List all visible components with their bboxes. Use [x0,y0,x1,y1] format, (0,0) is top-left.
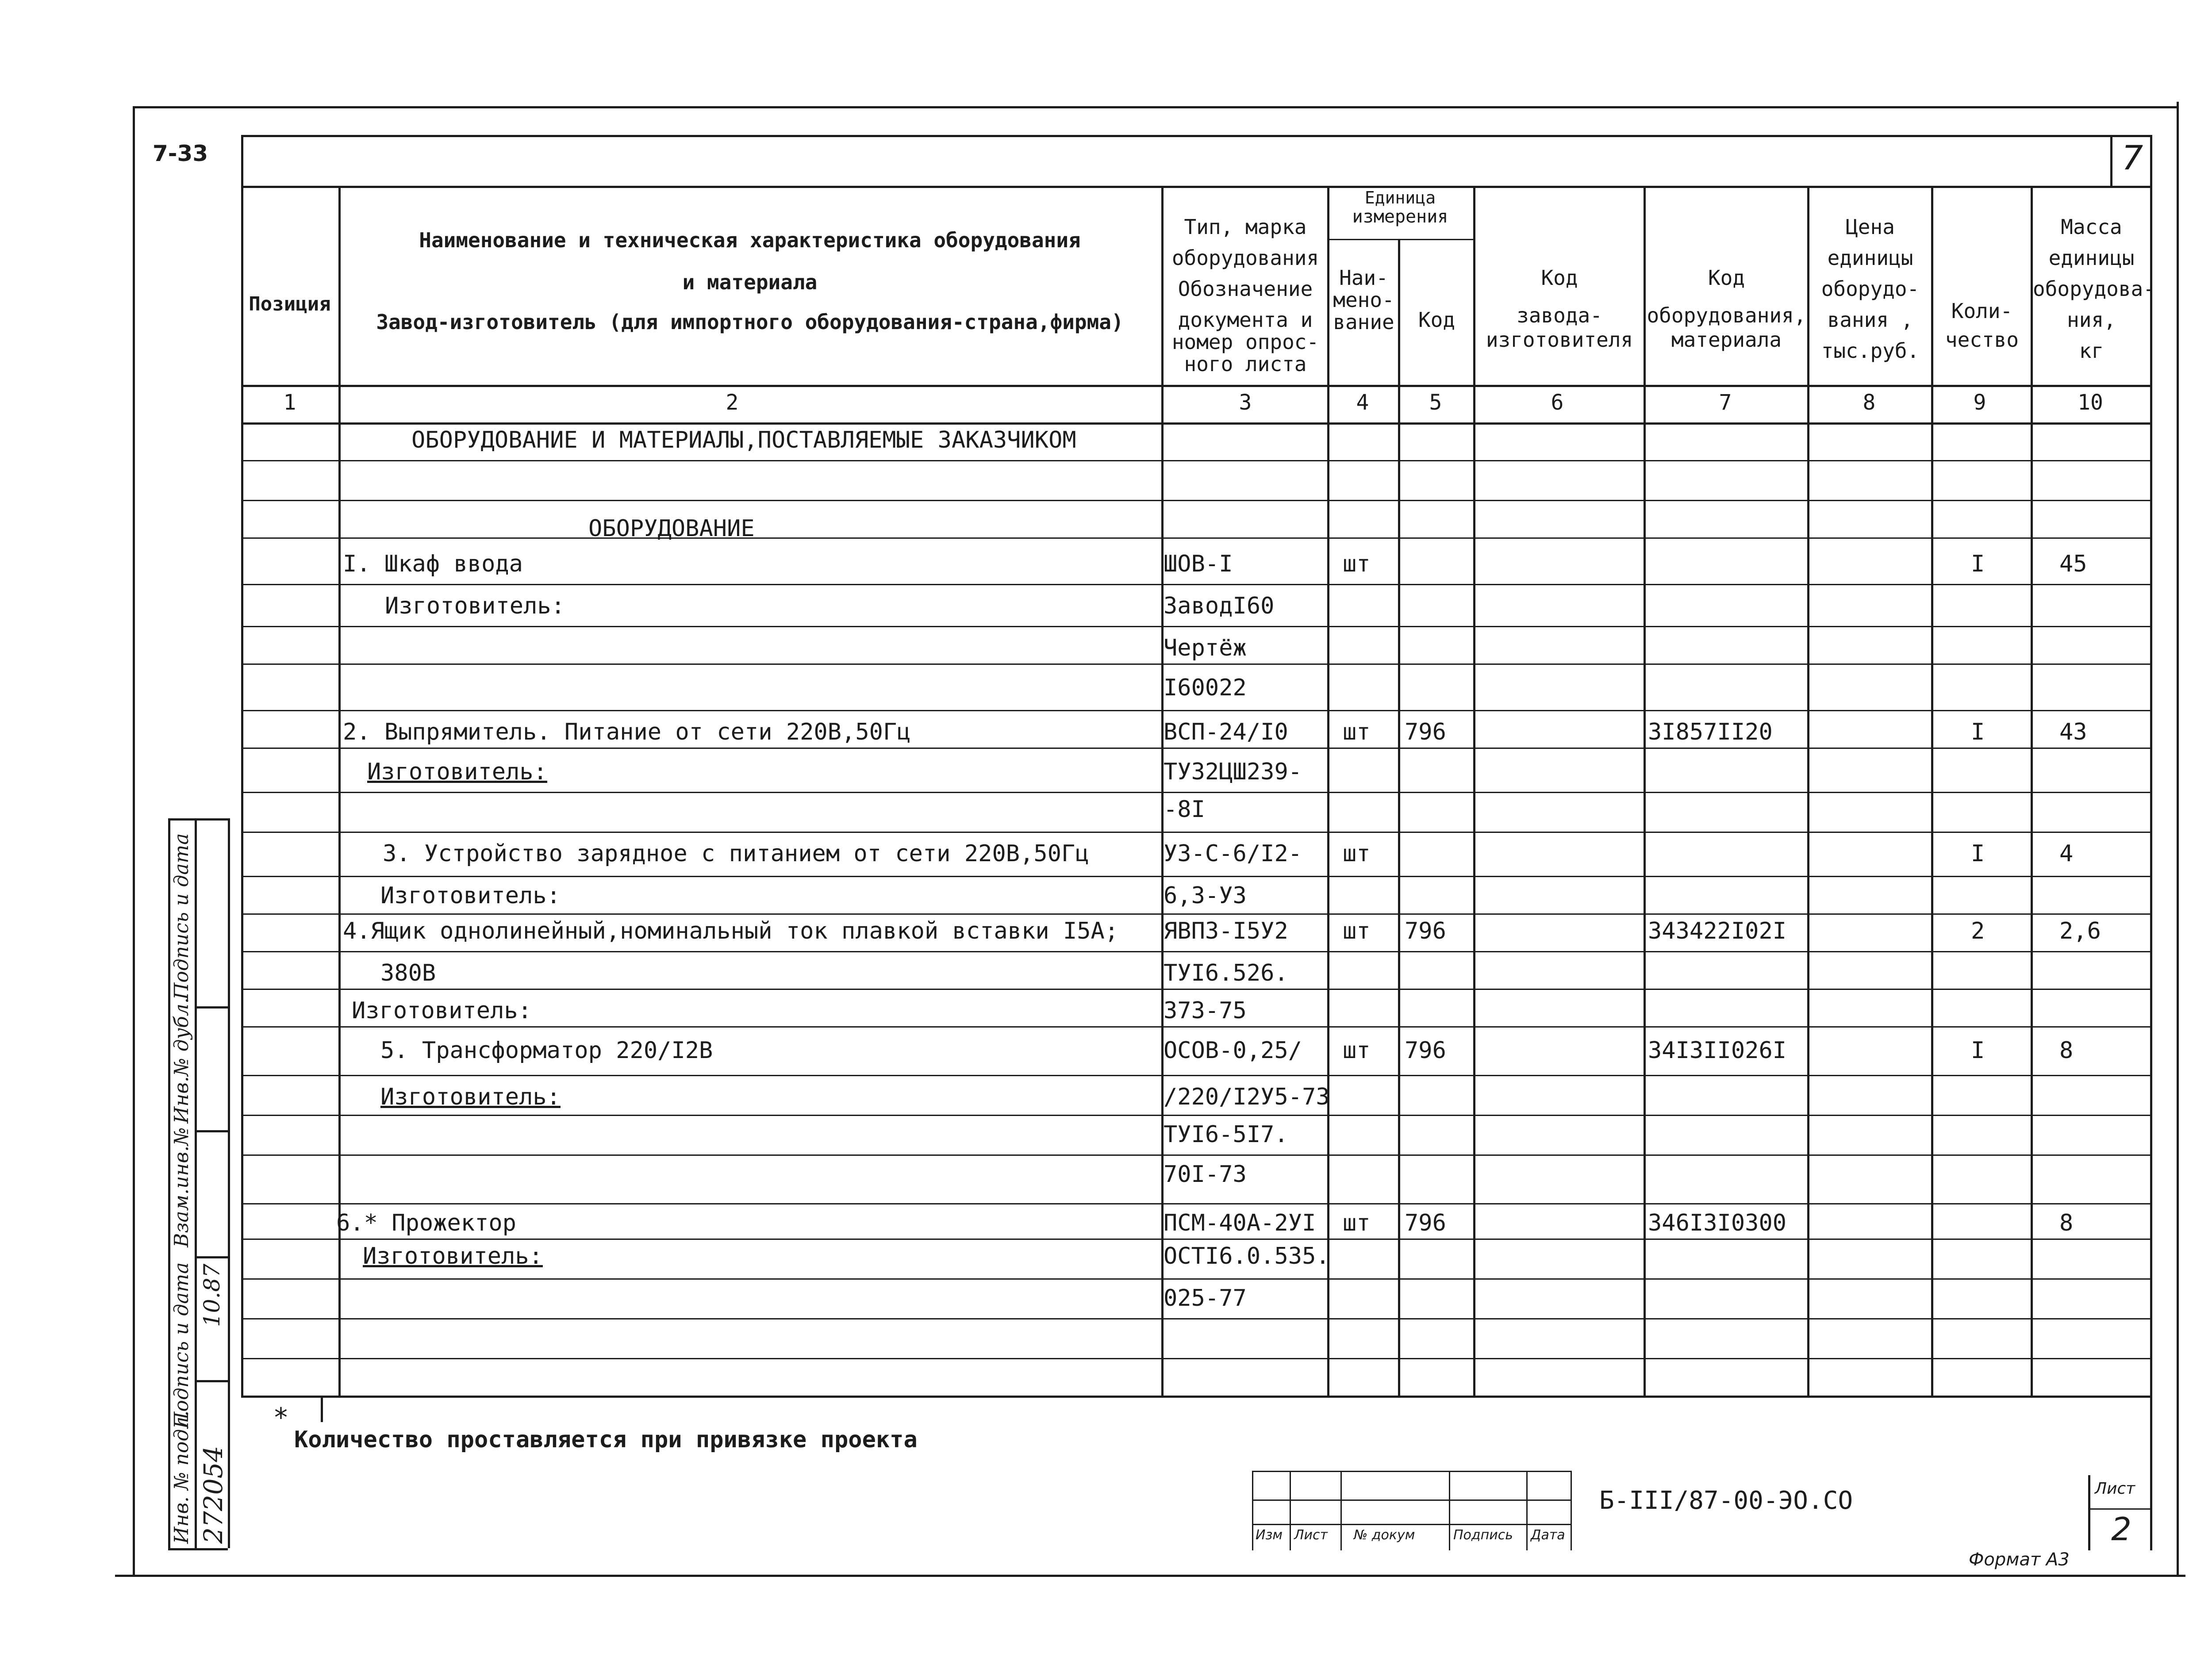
table-top [241,135,2152,137]
row-unit: шт [1343,719,1371,745]
stamp-label-date: Дата [1531,1527,1565,1543]
row-line [241,500,2152,501]
table-left [241,135,243,1396]
stamp-label-list: Лист [1294,1527,1328,1543]
header-price-2: единицы [1827,246,1913,270]
row-type: ЯВПЗ-I5У2 [1164,918,1288,944]
row-equip-code: 3I857II20 [1648,719,1773,745]
header-name-3: Завод-изготовитель (для импортного оборудования-страна,фирма) [376,310,1124,334]
header-maker-code-1: Код [1541,266,1578,290]
row-unit: шт [1343,1037,1371,1064]
row-name: Изготовитель: [385,593,565,619]
row-mass: 45 [2059,551,2087,577]
side-label-inv: Инв. № подл. [170,1410,193,1544]
row-line [241,1278,2152,1280]
row-name: 380В [380,960,436,986]
header-bottom [241,385,2152,387]
row-type: 6,3-У3 [1164,882,1247,909]
row-mass: 8 [2059,1037,2074,1064]
row-line [241,626,2152,627]
colnum-1: 1 [283,390,296,415]
colnum-6: 6 [1551,390,1564,415]
side-label-sign-1: Подпись и дата [170,1262,193,1429]
row-line [241,1115,2152,1116]
row-unit: шт [1343,840,1371,867]
side-label-sign-2: Подпись и дата [170,833,193,1000]
row-code: 796 [1405,719,1446,745]
row-mass: 4 [2059,840,2074,867]
row-name: Изготовитель: [367,759,547,785]
stamp-label-docnum: № докум [1354,1527,1415,1543]
row-name: 2. Выпрямитель. Питание от сети 220В,50Гц [343,719,911,745]
header-equip-code-2: оборудования, [1647,303,1806,327]
body-bottom-left [321,1396,323,1422]
side-date: 10.87 [199,1263,225,1327]
row-line [241,710,2152,711]
row-unit: шт [1343,918,1371,944]
table-top2 [241,186,2152,188]
row-line [241,1318,2152,1319]
header-price-3: оборудо- [1821,277,1920,301]
side-label-replace: Взам.инв.№ [170,1127,193,1247]
colnum-7: 7 [1719,390,1732,415]
row-name: I. Шкаф ввода [343,551,523,577]
row-name: Изготовитель: [380,882,561,909]
row-type: ЗаводI60 [1164,593,1275,619]
col-line-4 [1398,239,1400,1398]
row-type: 373-75 [1164,997,1247,1024]
colnum-bottom [241,422,2152,425]
header-type-3: Обозначение [1178,277,1313,301]
colnum-10: 10 [2078,390,2103,415]
row-line [241,1075,2152,1076]
row-name: Изготовитель: [380,1084,561,1110]
colnum-8: 8 [1863,390,1876,415]
row-name: 4.Ящик однолинейный,номинальный ток плавкой вставки I5А; [343,918,1119,944]
header-maker-code-3: изготовителя [1486,328,1633,352]
frame-bottom [115,1575,2185,1577]
row-mass: 8 [2059,1210,2074,1236]
header-unit-group-2: измерения [1352,207,1448,227]
header-maker-code-2: завода- [1517,303,1602,327]
unit-group-line [1327,239,1473,240]
header-qty-1: Коли- [1951,299,2013,323]
row-name: 6.* Прожектор [336,1210,516,1236]
row-type: ШОВ-I [1164,551,1233,577]
row-name: Изготовитель: [363,1243,543,1269]
colnum-9: 9 [1973,390,1986,415]
page-box-left [2110,135,2112,186]
row-equip-code: 346I3I0300 [1648,1210,1787,1236]
row-equip-code: 34I3II026I [1648,1037,1787,1064]
row-code: 796 [1405,1037,1446,1064]
page-number-top: 7 [2121,138,2143,177]
header-mass-2: единицы [2048,246,2135,270]
colnum-3: 3 [1239,390,1252,415]
row-code: 796 [1405,1210,1446,1236]
row-type: ТУI6-5I7. [1164,1121,1288,1148]
header-unit-name-3: вание [1333,310,1394,334]
row-unit: шт [1343,551,1371,577]
row-line [241,460,2152,461]
header-mass-3: оборудова- [2033,277,2155,301]
sheet-code: 7-33 [153,141,208,166]
row-line [241,537,2152,539]
row-type: УЗ-С-6/I2- [1164,840,1302,867]
header-unit-name-1: Наи- [1339,266,1388,290]
header-qty-2: чество [1945,328,2019,352]
row-name: ОБОРУДОВАНИЕ И МАТЕРИАЛЫ,ПОСТАВЛЯЕМЫЕ ЗАКАЗЧИКОМ [411,427,1076,453]
row-type: ТУ32ЦШ239- [1164,759,1302,785]
header-type-6: ного листа [1184,352,1307,376]
header-mass-4: ния, [2067,308,2116,332]
header-unit-group-1: Единица [1364,188,1436,207]
header-unit-name-2: мено- [1333,288,1394,312]
header-type-1: Тип, марка [1184,215,1307,239]
row-type: I60022 [1164,675,1247,701]
row-type: 025-77 [1164,1285,1247,1312]
row-equip-code: 343422I02I [1648,918,1787,944]
row-line [241,1026,2152,1028]
stamp-label-signature: Подпись [1453,1527,1513,1543]
row-type: 70I-73 [1164,1161,1247,1188]
stamp-doc-code: Б-III/87-00-ЭО.СО [1599,1486,1853,1515]
row-line [241,1358,2152,1359]
row-qty: I [1971,840,1985,867]
row-qty: 2 [1971,918,1985,944]
row-line [241,913,2152,915]
row-unit: шт [1343,1210,1371,1236]
row-mass: 2,6 [2059,918,2101,944]
row-line [241,584,2152,585]
body-bottom [241,1396,2152,1398]
colnum-4: 4 [1356,390,1369,415]
stamp-sheet-label: Лист [2095,1480,2135,1498]
stamp-label-izm: Изм [1256,1527,1283,1543]
frame-right [2177,102,2179,1575]
header-name-2: и материала [682,270,818,294]
footnote-mark: * [274,1402,288,1433]
colnum-5: 5 [1429,390,1442,415]
row-line [241,748,2152,749]
header-type-5: номер опрос- [1171,330,1319,354]
frame-top [133,106,2177,108]
row-type: ОСТI6.0.535. [1164,1243,1330,1269]
row-qty: I [1971,551,1985,577]
row-name: Изготовитель: [352,997,532,1024]
header-equip-code-1: Код [1708,266,1745,290]
row-line [241,876,2152,877]
row-type: ТУI6.526. [1164,960,1288,986]
header-unit-code: Код [1418,308,1455,332]
row-line [241,1203,2152,1204]
side-inv-number: 272054 [198,1446,228,1544]
row-name: 5. Трансформатор 220/I2В [380,1037,713,1064]
footnote-text: Количество проставляется при привязке проекта [294,1427,918,1453]
row-line [241,663,2152,665]
row-name: ОБОРУДОВАНИЕ [588,515,755,542]
header-price-4: вания , [1827,308,1913,332]
header-price-5: тыс.руб. [1821,339,1920,363]
row-type: ВСП-24/I0 [1164,719,1288,745]
stamp-sheet-number: 2 [2111,1511,2131,1548]
row-line [241,832,2152,833]
row-line [241,792,2152,793]
row-line [241,1154,2152,1156]
header-price-1: Цена [1846,215,1895,239]
row-code: 796 [1405,918,1446,944]
row-type: Чертёж [1164,635,1247,661]
header-name-1: Наименование и техническая характеристика оборудования [419,228,1081,252]
row-line [241,989,2152,990]
row-line [241,951,2152,952]
header-equip-code-3: материала [1671,328,1782,352]
header-mass-1: Масса [2061,215,2122,239]
row-type: /220/I2У5-73 [1164,1084,1330,1110]
header-position: Позиция [249,293,331,315]
format-label: Формат А3 [1969,1549,2070,1570]
row-mass: 43 [2059,719,2087,745]
row-type: -8I [1164,796,1205,823]
colnum-2: 2 [726,390,739,415]
header-type-4: документа и [1178,308,1313,332]
row-line [241,1239,2152,1240]
header-type-2: оборудования [1171,246,1319,270]
side-label-dup: Инв.№ дубл. [170,997,193,1124]
row-qty: I [1971,1037,1985,1064]
row-name: 3. Устройство зарядное с питанием от сети 220В,50Гц [383,840,1089,867]
header-mass-5: кг [2079,339,2104,363]
frame-left [133,106,135,1575]
row-type: ПСМ-40А-2УI [1164,1210,1316,1236]
row-qty: I [1971,719,1985,745]
table-right [2150,135,2152,1550]
row-type: ОСОВ-0,25/ [1164,1037,1302,1064]
